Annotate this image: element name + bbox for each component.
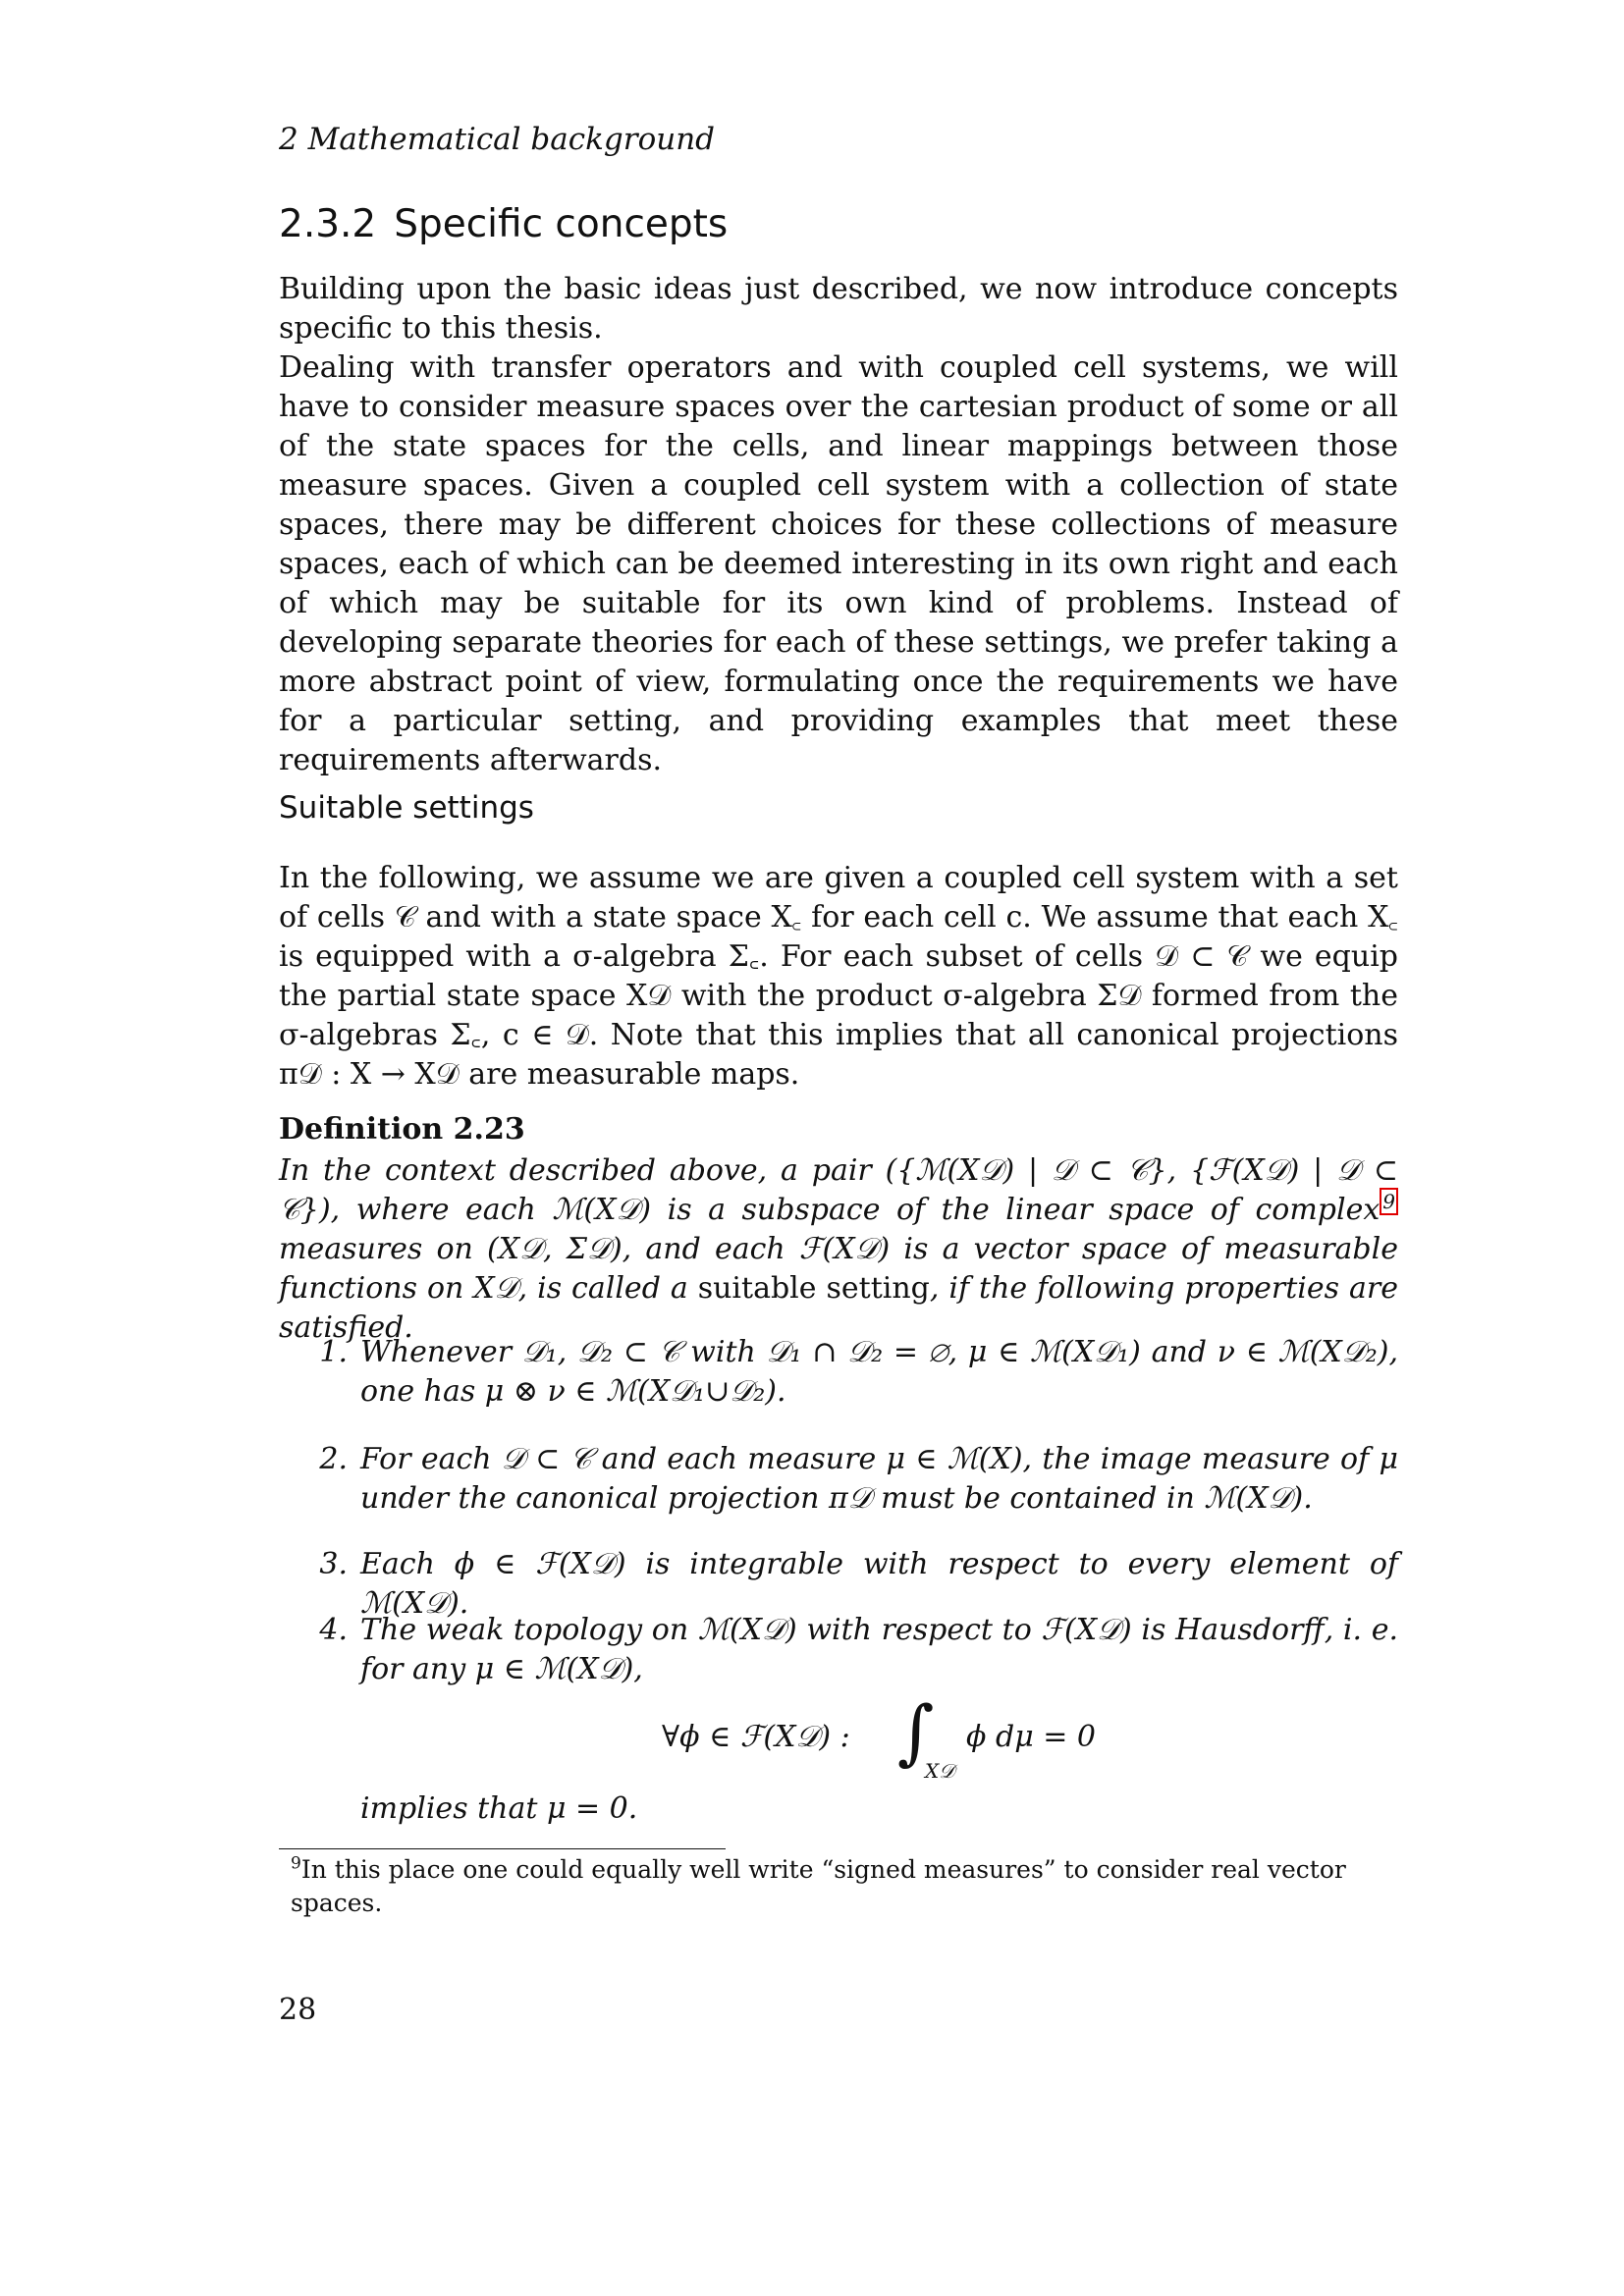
definition-label: Definition 2.23	[279, 1112, 525, 1147]
subsection-title: Suitable settings	[279, 790, 534, 826]
integral-domain: X𝒟	[925, 1759, 955, 1783]
section-number: 2.3.2	[279, 202, 377, 246]
list-item-number: 3.	[319, 1547, 348, 1581]
running-head: 2 Mathematical background	[279, 122, 716, 157]
list-item-number: 1.	[319, 1335, 348, 1369]
footnote	[291, 1853, 1398, 1920]
section-title-text: Specific concepts	[394, 202, 729, 246]
footnote-link[interactable]: 9	[1380, 1188, 1398, 1215]
definition-text-b: measures on (X𝒟, Σ𝒟), and each ℱ(X𝒟) is a vector space of measurable functions on X𝒟, is called a	[279, 1232, 1398, 1306]
integral-sign: ∫	[897, 1690, 935, 1773]
footnote-text: In this place one could equally well write “signed measures” to consider real vector spaces.	[291, 1855, 1346, 1917]
display-equation	[662, 1690, 1212, 1806]
list-item-number: 4.	[319, 1613, 348, 1647]
section-paragraph-2: Dealing with transfer operators and with coupled cell systems, we will have to consider measure spaces over the cartesian product of some or all of the state spaces for the cells, and linear mappings between those measure spaces. Given a coupled cell system with a collection of state spaces, there may be different choices for these collections of measure spaces, each of which can be deemed interesting in its own right and each of which may be suitable for its own kind of problems. Instead of developing separate theories for each of these settings, we prefer taking a more abstract point of view, formulating once the requirements we have for a particular setting, and providing examples that meet these requirements afterwards.	[279, 350, 1398, 777]
list-item-text: Whenever 𝒟₁, 𝒟₂ ⊂ 𝒞 with 𝒟₁ ∩ 𝒟₂ = ∅, μ ∈ ℳ(X𝒟₁) and ν ∈ ℳ(X𝒟₂), one has μ ⊗ ν ∈ ℳ(X𝒟₁∪𝒟₂).	[360, 1335, 1398, 1409]
footnote-rule	[279, 1848, 726, 1849]
definition-text-a: In the context described above, a pair ({ℳ(X𝒟) | 𝒟 ⊂ 𝒞}, {ℱ(X𝒟) | 𝒟 ⊂ 𝒞}), where each ℳ(X𝒟) is a subspace of the linear space of complex	[279, 1153, 1398, 1227]
list-item-text: For each 𝒟 ⊂ 𝒞 and each measure μ ∈ ℳ(X), the image measure of μ under the canonical projection π𝒟 must be contained in ℳ(X𝒟).	[360, 1442, 1398, 1516]
implies-text: implies that μ = 0.	[360, 1791, 638, 1826]
list-item-number: 2.	[319, 1442, 348, 1476]
equation-lhs: ∀ϕ ∈ ℱ(X𝒟) :	[662, 1720, 850, 1754]
definition-term: suitable setting	[697, 1271, 930, 1306]
definition-body	[279, 1151, 1398, 1348]
section-paragraph-1: Building upon the basic ideas just described, we now introduce concepts specific to this thesis.	[279, 272, 1398, 346]
equation-rhs: ϕ dμ = 0	[966, 1720, 1096, 1754]
page-number: 28	[279, 1993, 317, 2027]
footnote-mark: 9	[291, 1853, 301, 1874]
list-item-text: The weak topology on ℳ(X𝒟) with respect to ℱ(X𝒟) is Hausdorff, i. e. for any μ ∈ ℳ(X𝒟),	[360, 1613, 1398, 1686]
section-title	[279, 202, 728, 246]
list-item-text: Each ϕ ∈ ℱ(X𝒟) is integrable with respect to every element of ℳ(X𝒟).	[360, 1547, 1398, 1621]
subsection-paragraph: In the following, we assume we are given a coupled cell system with a set of cells 𝒞 and with a state space X꜀ for each cell c. We assume that each X꜀ is equipped with a σ-algebra Σ꜀. For each subset of cells 𝒟 ⊂ 𝒞 we equip the partial state space X𝒟 with the product σ-algebra Σ𝒟 formed from the σ-algebras Σ꜀, c ∈ 𝒟. Note that this implies that all canonical projections π𝒟 : X → X𝒟 are measurable maps.	[279, 861, 1398, 1092]
definition-text-c: , if the following properties are satisfied.	[279, 1271, 1398, 1345]
